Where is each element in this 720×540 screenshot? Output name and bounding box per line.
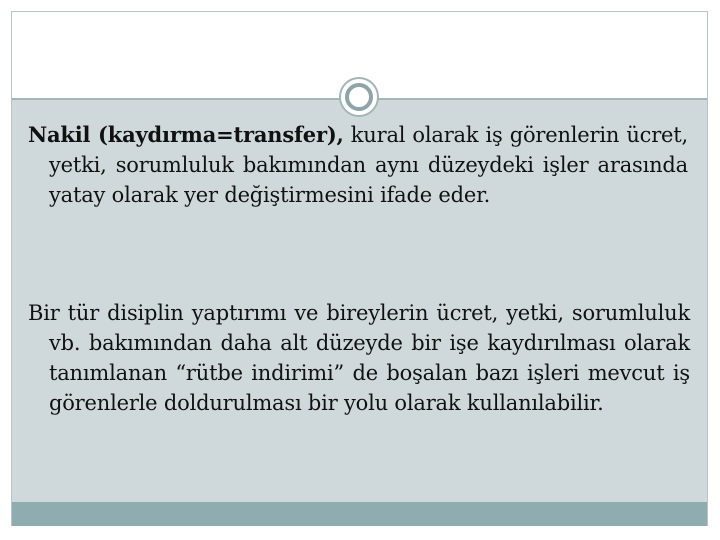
paragraph-nakil: [28, 120, 688, 210]
circle-ornament-icon: [339, 77, 379, 117]
footer-bar: [12, 502, 707, 526]
paragraph-nakil-text: kural olarak iş görenlerin ücret, yetki, sorumluluk bakımından aynı düzeydeki işler arasında yatay olarak yer değiştirmesini ifade eder.: [49, 123, 688, 207]
circle-ornament-inner: [345, 83, 373, 111]
paragraph-nakil-lead: Nakil (kaydırma=transfer),: [28, 122, 344, 147]
paragraph-rutbe-indirimi: Bir tür disiplin yaptırımı ve bireylerin ücret, yetki, sorumluluk vb. bakımından daha alt düzeyde bir işe kaydırılması olarak tanımlanan “rütbe indirimi” de boşalan bazı işleri mevcut iş görenlerle doldurulması bir yolu olarak kullanılabilir.: [28, 301, 690, 415]
